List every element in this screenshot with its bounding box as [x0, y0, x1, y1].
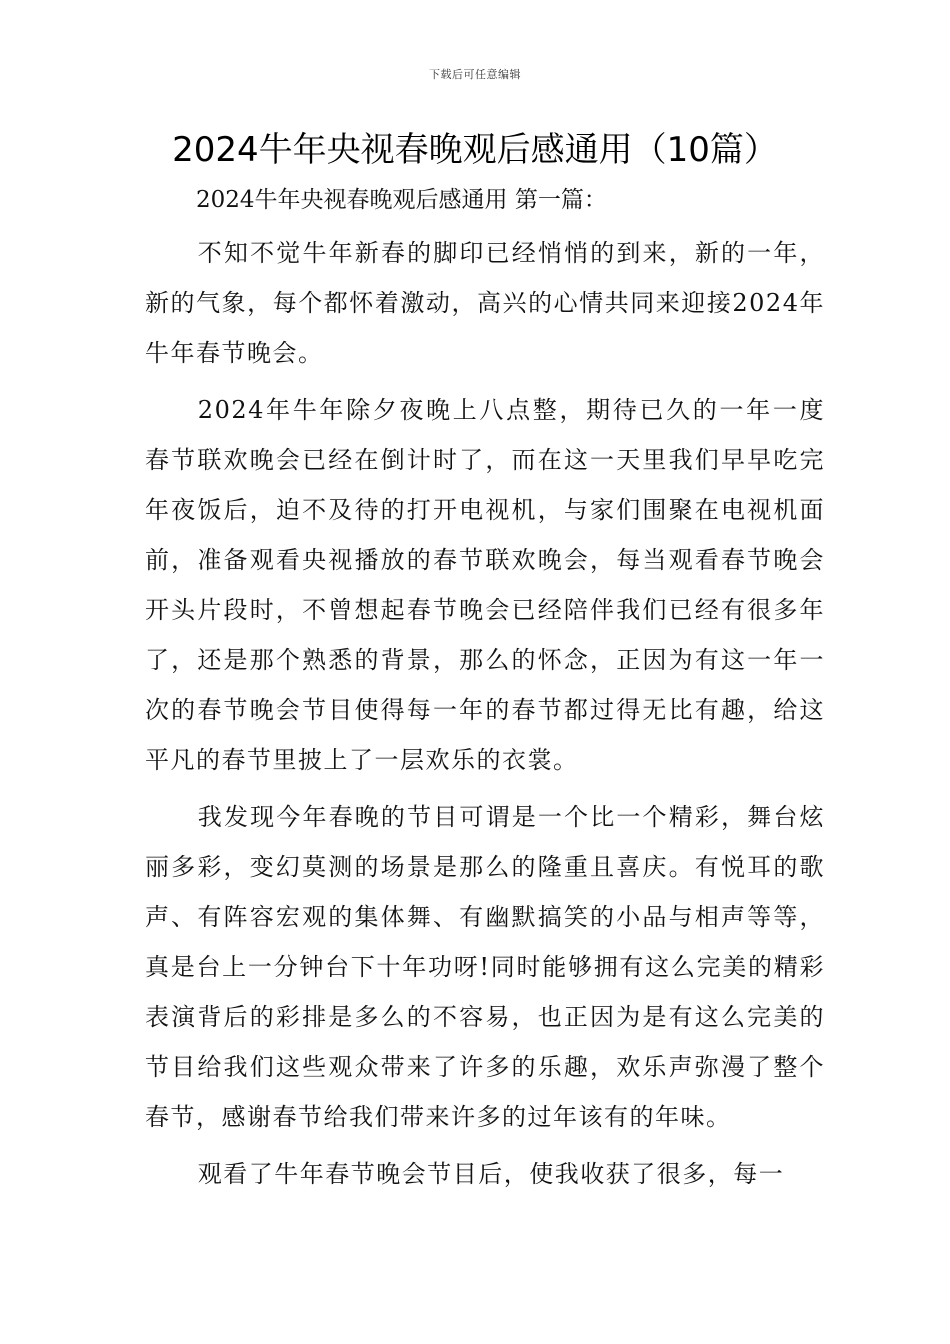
paragraph-3: 我发现今年春晚的节目可谓是一个比一个精彩，舞台炫丽多彩，变幻莫测的场景是那么的隆重且喜庆。有悦耳的歌声、有阵容宏观的集体舞、有幽默搞笑的小品与相声等等，真是台上一分钟台下十年功呀!同时能够拥有这么完美的精彩表演背后的彩排是多么的不容易，也正因为是有这么完美的节目给我们这些观众带来了许多的乐趣，欢乐声弥漫了整个春节，感谢春节给我们带来许多的过年该有的年味。: [145, 803, 825, 1131]
paragraph-4: 观看了牛年春节晚会节目后，使我收获了很多，每一: [197, 1160, 785, 1188]
document-title: 2024牛年央视春晚观后感通用（10篇）: [172, 130, 778, 170]
paragraph-2: 2024年牛年除夕夜晚上八点整，期待已久的一年一度春节联欢晚会已经在倒计时了，而在这一天里我们早早吃完年夜饭后，迫不及待的打开电视机，与家们围聚在电视机面前，准备观看央视播放的春节联欢晚会，每当观看春节晚会开头片段时，不曾想起春节晚会已经陪伴我们已经有很多年了，还是那个熟悉的背景，那么的怀念，正因为有这一年一次的春节晚会节目使得每一年的春节都过得无比有趣，给这平凡的春节里披上了一层欢乐的衣裳。: [145, 396, 825, 774]
section-subtitle: 2024牛年央视春晚观后感通用 第一篇：: [196, 187, 607, 213]
paragraph-1: 不知不觉牛年新春的脚印已经悄悄的到来，新的一年，新的气象，每个都怀着激动，高兴的心情共同来迎接2024年牛年春节晚会。: [145, 239, 825, 367]
header-note: 下载后可任意编辑: [429, 68, 521, 81]
body-text: [145, 228, 825, 1206]
